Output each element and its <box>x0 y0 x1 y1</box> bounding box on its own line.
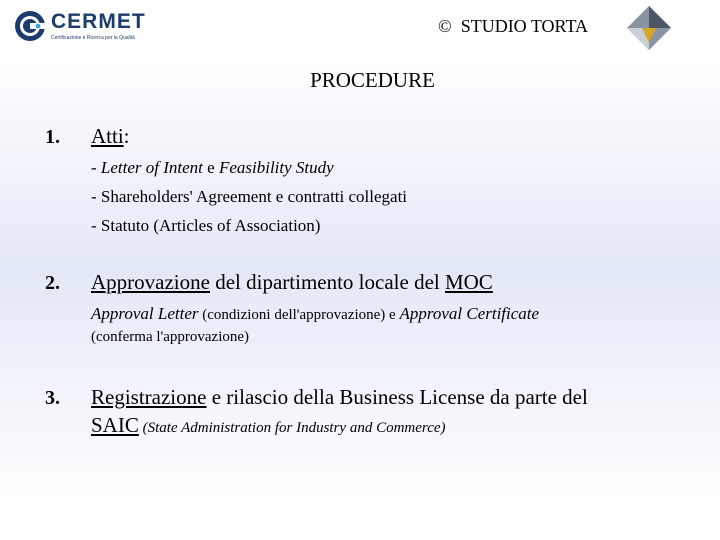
saic: SAIC <box>91 413 139 437</box>
cermet-logo <box>14 8 144 44</box>
cermet-logo-icon <box>14 10 46 42</box>
item-3-heading-text: Registrazione <box>91 385 207 409</box>
item-3-number: 3. <box>45 387 60 409</box>
letter-of-intent: Letter of Intent <box>100 158 203 177</box>
item-2-heading-text: Approvazione <box>91 270 210 294</box>
item-1-heading-colon: : <box>123 124 130 148</box>
item-3-line-2 <box>91 413 446 438</box>
item-3-heading <box>91 385 588 410</box>
logo-wordmark: CERMET <box>51 10 146 33</box>
item-1-line-3: - Statuto (Articles of Association) <box>91 216 321 235</box>
item-1-number: 1. <box>45 126 60 148</box>
studio-copyright <box>438 16 588 37</box>
studio-name: STUDIO TORTA <box>460 16 589 36</box>
item-1-heading-text: Atti <box>91 124 124 148</box>
dash: - <box>91 158 101 177</box>
item-3-heading-rest: e rilascio della Business License da parte del <box>206 385 588 409</box>
item-2-number: 2. <box>45 272 60 294</box>
header-bar <box>0 0 720 52</box>
approval-letter: Approval Letter <box>91 304 199 323</box>
approval-conditions: (condizioni dell'approvazione) e <box>198 307 400 323</box>
logo-tagline: Certificazione e Ricerca per la Qualità <box>51 35 135 41</box>
item-2-heading-end: MOC <box>444 270 493 294</box>
approval-certificate: Approval Certificate <box>399 304 540 323</box>
item-2-sub-line-2: (conferma l'approvazione) <box>91 329 250 345</box>
item-1-line-1 <box>91 158 334 178</box>
item-2-heading-mid: del dipartimento locale del <box>209 270 445 294</box>
feasibility-study: Feasibility Study <box>218 158 334 177</box>
conjunction: e <box>202 158 219 177</box>
item-1-heading <box>91 124 130 149</box>
item-1-line-2: - Shareholders' Agreement e contratti collegati <box>91 187 408 206</box>
studio-torta-logo-icon <box>626 5 672 51</box>
copyright-symbol: © <box>438 16 452 36</box>
item-2-heading <box>91 270 493 295</box>
saic-expansion: (State Administration for Industry and Commerce) <box>138 420 446 436</box>
item-2-sub-line-1 <box>91 304 539 324</box>
page-title: PROCEDURE <box>310 68 435 92</box>
